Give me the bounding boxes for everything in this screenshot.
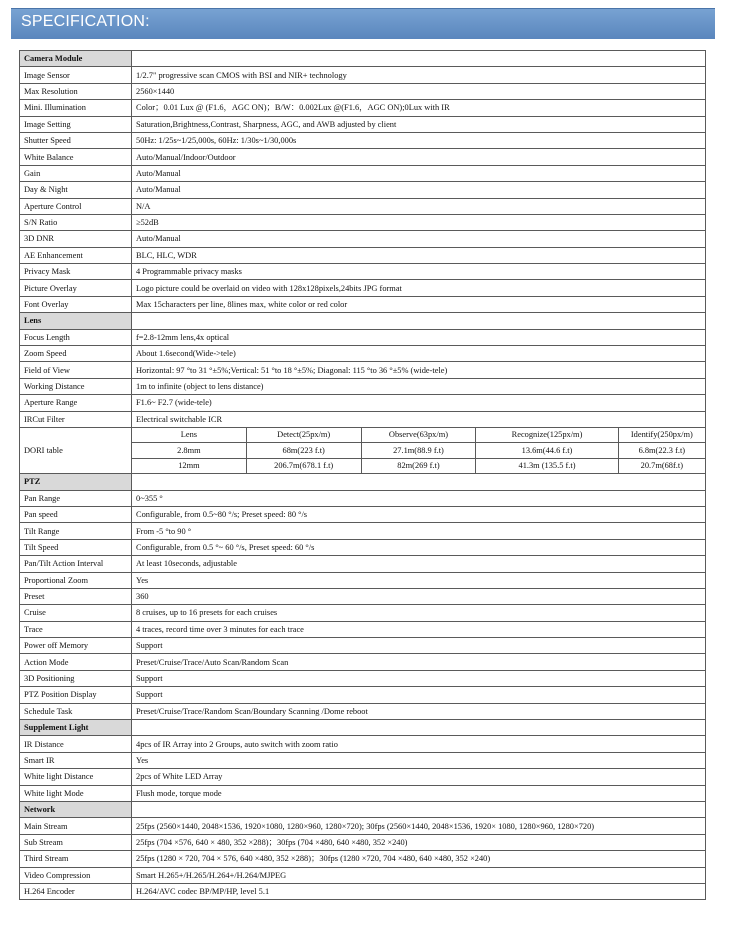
dori-header: Observe(63px/m) [361,428,476,443]
spec-value: 2pcs of White LED Array [132,769,706,785]
section-header [20,720,706,736]
spec-row [20,165,706,181]
spec-label: White light Distance [20,769,132,785]
section-header-blank [132,801,706,817]
section-title: Supplement Light [20,720,132,736]
spec-label: PTZ Position Display [20,687,132,703]
section-header [20,51,706,67]
spec-value: 0~355 ° [132,490,706,506]
spec-row [20,411,706,427]
spec-row [20,214,706,230]
spec-value: N/A [132,198,706,214]
dori-header-row [132,428,705,443]
spec-row [20,556,706,572]
spec-label: Day & Night [20,182,132,198]
spec-row [20,588,706,604]
spec-label: Mini. Illumination [20,100,132,116]
spec-label: Pan Range [20,490,132,506]
spec-label: Aperture Control [20,198,132,214]
spec-label: Aperture Range [20,395,132,411]
spec-value: H.264/AVC codec BP/MP/HP, level 5.1 [132,883,706,899]
spec-table [19,50,706,900]
spec-row [20,638,706,654]
section-title: PTZ [20,474,132,490]
specification-banner [11,8,715,39]
spec-row [20,346,706,362]
spec-value: 4 Programmable privacy masks [132,264,706,280]
dori-value: 68m(223 f.t) [246,443,361,458]
dori-table [132,428,705,473]
spec-value: 8 cruises, up to 16 presets for each cruises [132,605,706,621]
spec-value: Auto/Manual [132,165,706,181]
dori-data-row [132,443,705,458]
spec-row [20,231,706,247]
spec-value: 25fps (1280 × 720, 704 × 576, 640 ×480, 352 ×288)；30fps (1280 ×720, 704 ×480, 640 ×480, 352 ×240) [132,851,706,867]
spec-value: Color；0.01 Lux @ (F1.6，AGC ON)；B/W：0.002Lux @(F1.6，AGC ON);0Lux with IR [132,100,706,116]
spec-label: Tilt Range [20,523,132,539]
spec-value: About 1.6second(Wide->tele) [132,346,706,362]
spec-row [20,264,706,280]
spec-label: Preset [20,588,132,604]
dori-label: DORI table [20,427,132,473]
spec-value: Auto/Manual [132,231,706,247]
spec-value: 1m to infinite (object to lens distance) [132,378,706,394]
spec-label: IR Distance [20,736,132,752]
dori-value: 20.7m(68f.t) [640,460,683,470]
spec-label: Pan/Tilt Action Interval [20,556,132,572]
spec-label: White light Mode [20,785,132,801]
spec-row [20,703,706,719]
spec-label: Video Compression [20,867,132,883]
spec-value: 50Hz: 1/25s~1/25,000s, 60Hz: 1/30s~1/30,000s [132,132,706,148]
spec-value: Auto/Manual/Indoor/Outdoor [132,149,706,165]
spec-row [20,523,706,539]
spec-row [20,851,706,867]
section-title: Network [20,801,132,817]
spec-row [20,132,706,148]
spec-label: Gain [20,165,132,181]
spec-label: Sub Stream [20,834,132,850]
section-header [20,801,706,817]
spec-value: Flush mode, torque mode [132,785,706,801]
spec-label: Smart IR [20,752,132,768]
spec-row [20,621,706,637]
spec-row [20,182,706,198]
dori-value: 2.8mm [132,443,246,458]
spec-label: IRCut Filter [20,411,132,427]
spec-value: Auto/Manual [132,182,706,198]
spec-row [20,605,706,621]
spec-row [20,362,706,378]
spec-row [20,296,706,312]
spec-label: Font Overlay [20,296,132,312]
spec-value: Saturation,Brightness,Contrast, Sharpness, AGC, and AWB adjusted by client [132,116,706,132]
spec-value: Electrical switchable ICR [132,411,706,427]
spec-row [20,867,706,883]
section-header [20,474,706,490]
spec-label: AE Enhancement [20,247,132,263]
spec-label: Main Stream [20,818,132,834]
spec-row [20,883,706,899]
spec-row [20,100,706,116]
spec-label: Power off Memory [20,638,132,654]
spec-row [20,149,706,165]
spec-row [20,736,706,752]
spec-label: 3D DNR [20,231,132,247]
spec-value: BLC, HLC, WDR [132,247,706,263]
spec-label: Proportional Zoom [20,572,132,588]
spec-label: H.264 Encoder [20,883,132,899]
spec-value: Yes [132,752,706,768]
spec-row [20,785,706,801]
spec-row [20,769,706,785]
spec-value: Yes [132,572,706,588]
spec-label: Schedule Task [20,703,132,719]
section-title: Camera Module [20,51,132,67]
dori-value: 206.7m(678.1 f.t) [246,458,361,473]
spec-label: Image Setting [20,116,132,132]
spec-value: 4pcs of IR Array into 2 Groups, auto switch with zoom ratio [132,736,706,752]
spec-value: 25fps (704 ×576, 640 × 480, 352 ×288)；30fps (704 ×480, 640 ×480, 352 ×240) [132,834,706,850]
dori-value: 13.6m(44.6 f.t) [476,443,618,458]
page-title: SPECIFICATION: [21,13,150,30]
spec-row [20,506,706,522]
dori-header: Recognize(125px/m) [476,428,618,443]
spec-row [20,247,706,263]
dori-value: 41.3m (135.5 f.t) [476,458,618,473]
spec-row [20,329,706,345]
spec-label: Trace [20,621,132,637]
spec-row [20,818,706,834]
spec-label: Picture Overlay [20,280,132,296]
spec-value: f=2.8-12mm lens,4x optical [132,329,706,345]
dori-value: 27.1m(88.9 f.t) [361,443,476,458]
spec-value: Support [132,687,706,703]
dori-row [20,427,706,473]
section-title: Lens [20,313,132,329]
spec-value: ≥52dB [132,214,706,230]
spec-row [20,752,706,768]
dori-header: Detect(25px/m) [246,428,361,443]
section-header-blank [132,313,706,329]
spec-row [20,280,706,296]
spec-value: Preset/Cruise/Trace/Random Scan/Boundary Scanning /Dome reboot [132,703,706,719]
spec-label: Working Distance [20,378,132,394]
spec-label: Action Mode [20,654,132,670]
spec-label: Cruise [20,605,132,621]
spec-label: Pan speed [20,506,132,522]
spec-row [20,67,706,83]
dori-value: 6.8m(22.3 f.t) [618,443,705,458]
spec-row [20,490,706,506]
spec-value: F1.6~ F2.7 (wide-tele) [132,395,706,411]
dori-header: Lens [132,428,246,443]
spec-label: Image Sensor [20,67,132,83]
dori-cell [132,427,706,473]
spec-label: Field of View [20,362,132,378]
spec-value: At least 10seconds, adjustable [132,556,706,572]
spec-label: Max Resolution [20,83,132,99]
spec-row [20,83,706,99]
spec-label: Tilt Speed [20,539,132,555]
spec-row [20,198,706,214]
dori-data-row [132,458,705,473]
spec-label: S/N Ratio [20,214,132,230]
spec-value: Max 15characters per line, 8lines max, white color or red color [132,296,706,312]
spec-label: Zoom Speed [20,346,132,362]
dori-header: Identify(250px/m) [618,428,705,443]
spec-label: 3D Positioning [20,670,132,686]
spec-value: Smart H.265+/H.265/H.264+/H.264/MJPEG [132,867,706,883]
spec-row [20,687,706,703]
spec-value: Support [132,638,706,654]
section-header [20,313,706,329]
spec-value: 2560×1440 [132,83,706,99]
spec-value: 1/2.7" progressive scan CMOS with BSI and NIR+ technology [132,67,706,83]
spec-row [20,395,706,411]
spec-value: From -5 °to 90 ° [132,523,706,539]
spec-value: 4 traces, record time over 3 minutes for each trace [132,621,706,637]
spec-value: Support [132,670,706,686]
spec-value: 360 [132,588,706,604]
spec-label: Privacy Mask [20,264,132,280]
spec-value: Logo picture could be overlaid on video with 128x128pixels,24bits JPG format [132,280,706,296]
section-header-blank [132,474,706,490]
spec-row [20,572,706,588]
dori-value: 12mm [132,458,246,473]
spec-value: Configurable, from 0.5~80 °/s; Preset speed: 80 °/s [132,506,706,522]
spec-row [20,539,706,555]
dori-value: 82m(269 f.t) [361,458,476,473]
spec-value: Configurable, from 0.5 °~ 60 °/s, Preset speed: 60 °/s [132,539,706,555]
spec-value: 25fps (2560×1440, 2048×1536, 1920×1080, 1280×960, 1280×720); 30fps (2560×1440, 2048×1536, 1920× 1080, 1280×960, 1280×720) [132,818,706,834]
section-header-blank [132,720,706,736]
spec-row [20,654,706,670]
spec-label: Focus Length [20,329,132,345]
spec-label: White Balance [20,149,132,165]
section-header-blank [132,51,706,67]
spec-row [20,670,706,686]
spec-value: Horizontal: 97 °to 31 °±5%;Vertical: 51 °to 18 °±5%; Diagonal: 115 °to 36 °±5% (wide-tele) [132,362,706,378]
spec-label: Shutter Speed [20,132,132,148]
spec-value: Preset/Cruise/Trace/Auto Scan/Random Scan [132,654,706,670]
spec-row [20,378,706,394]
spec-label: Third Stream [20,851,132,867]
spec-row [20,116,706,132]
spec-row [20,834,706,850]
